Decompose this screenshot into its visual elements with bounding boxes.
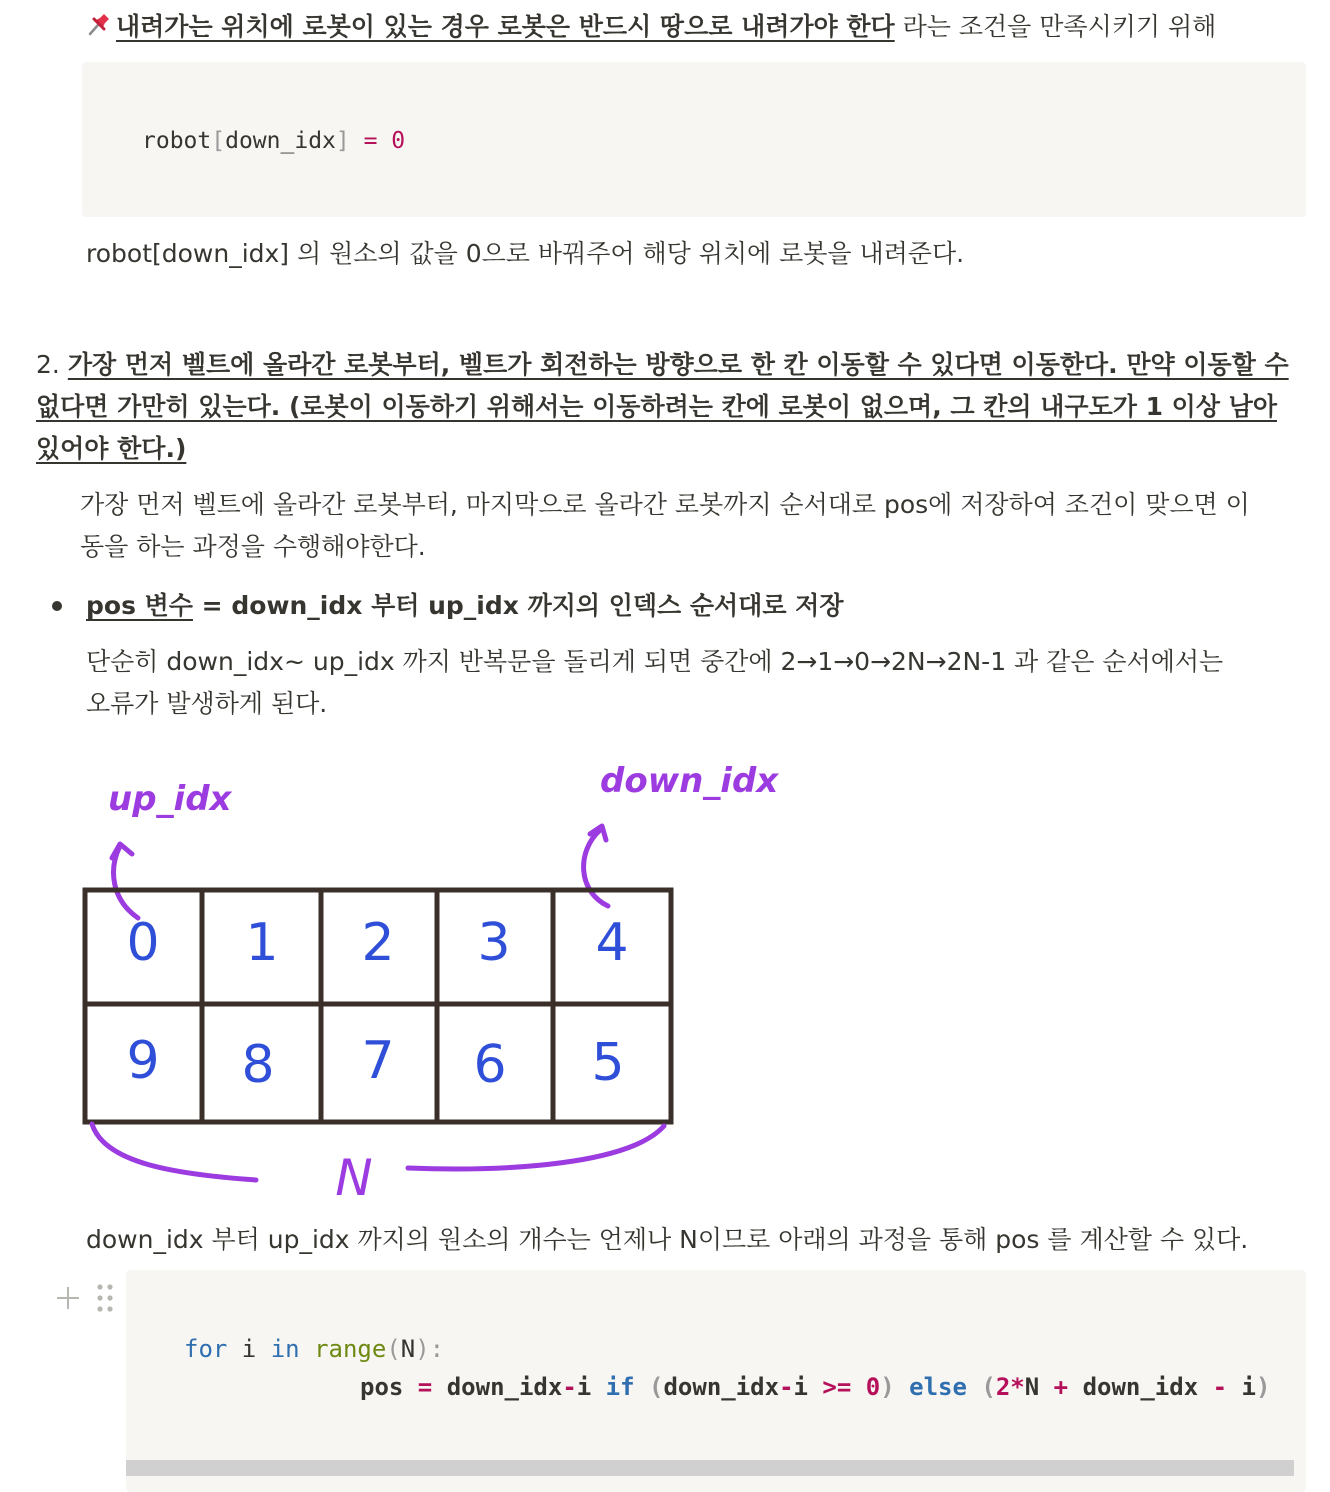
code-token: else (894, 1373, 967, 1401)
label-n: N (335, 1149, 373, 1207)
code-token: ( (966, 1373, 996, 1401)
code-line (142, 124, 405, 158)
code-token: N (400, 1335, 416, 1363)
code-token: [ (211, 128, 226, 154)
code-token: 2 (995, 1373, 1011, 1401)
condition-text: 내려가는 위치에 로봇이 있는 경우 로봇은 반드시 땅으로 내려가야 한다 (116, 12, 895, 41)
section-heading-line2: 없다면 가만히 있는다. (로봇이 이동하기 위해서는 이동하려는 칸에 로봇이 없으며, 그 칸의 내구도가 1 이상 남아 (36, 392, 1277, 421)
code-token: in (270, 1335, 300, 1363)
section-heading-line1 (36, 344, 1289, 386)
code-token: - (779, 1373, 794, 1401)
section-heading-line3: 있어야 한다.) (36, 434, 187, 463)
after-diagram-span: down_idx 부터 up_idx 까지의 원소의 개수는 언제나 N이므로 아래의 과정을 통해 pos 를 계산할 수 있다. (86, 1225, 1249, 1254)
code-token: 0 (865, 1373, 881, 1401)
code-token: N (1024, 1373, 1040, 1401)
code-token: i (576, 1373, 592, 1401)
brace-right (408, 1126, 664, 1169)
arrow-up-idx (114, 846, 138, 918)
code-token: >= (807, 1373, 866, 1401)
code-token: ( (386, 1335, 401, 1363)
heading-text: 가장 먼저 벨트에 올라간 로봇부터, 벨트가 회전하는 방향으로 한 칸 이동할 수 있다면 이동한다. 만약 이동할 수 (67, 350, 1289, 379)
after-diagram-text (86, 1219, 1248, 1261)
section-number: 2. (36, 350, 60, 379)
bullet-desc-line2: 오류가 발생하게 된다. (86, 689, 328, 718)
cell-bottom-5: 5 (591, 1033, 625, 1093)
code-token: for (184, 1335, 228, 1363)
cell-top-0: 0 (126, 913, 160, 973)
code-token: down_idx (1082, 1373, 1199, 1401)
arrow-up-idx-head (112, 844, 132, 858)
condition-suffix: 라는 조건을 만족시키기 위해 (894, 12, 1217, 41)
cell-bottom-8: 8 (241, 1035, 275, 1095)
bullet-rest: = down_idx 부터 up_idx 까지의 인덱스 순서대로 저장 (192, 591, 844, 620)
code-token: ) (880, 1373, 895, 1401)
code-token: down_idx (446, 1373, 563, 1401)
drag-handle-icon[interactable] (94, 1282, 116, 1314)
belt-diagram (60, 740, 800, 1210)
code-token: = (349, 128, 392, 154)
code-token: range (299, 1335, 387, 1363)
label-down-idx: down_idx (600, 761, 779, 801)
desc-line1: 가장 먼저 벨트에 올라간 로봇부터, 마지막으로 올라간 로봇까지 순서대로 pos에 저장하여 조건이 맞으면 이 (80, 490, 1250, 519)
cell-bottom-9: 9 (126, 1031, 160, 1091)
cell-top-1: 1 (245, 913, 279, 973)
bullet-dot (52, 601, 62, 611)
cell-bottom-7: 7 (361, 1031, 395, 1091)
pushpin-icon (86, 8, 116, 50)
code-token: - (1198, 1373, 1242, 1401)
code-token: i (793, 1373, 808, 1401)
code-token: i (1241, 1373, 1256, 1401)
explain-text: robot[down_idx] 의 원소의 값을 0으로 바꿔주어 해당 위치에 로봇을 내려준다. (86, 239, 965, 268)
cell-bottom-6: 6 (473, 1035, 507, 1095)
code-token: = (403, 1373, 447, 1401)
code-token: + (1039, 1373, 1083, 1401)
horizontal-scrollbar[interactable] (126, 1460, 1294, 1476)
plus-icon[interactable] (54, 1284, 82, 1312)
code-token: ] (335, 128, 350, 154)
code-token: - (562, 1373, 577, 1401)
code-token: * (1010, 1373, 1025, 1401)
code-token: down_idx (663, 1373, 780, 1401)
code-line-2 (360, 1370, 1270, 1404)
bullet-underlined: pos 변수 (86, 591, 193, 620)
desc-line2: 동을 하는 과정을 수행해야한다. (80, 532, 426, 561)
bullet-desc-line1: 단순히 down_idx~ up_idx 까지 반복문을 돌리게 되면 중간에 2→1→0→2N→2N-1 과 같은 순서에서는 (86, 647, 1224, 676)
code-token: if (591, 1373, 635, 1401)
code-token: down_idx (225, 128, 336, 154)
code-block-robot[interactable] (82, 62, 1306, 217)
code-token: ): (415, 1335, 445, 1363)
code-line-1 (184, 1332, 444, 1366)
code-token: pos (360, 1373, 404, 1401)
code-token: ) (1255, 1373, 1271, 1401)
brace-left (92, 1124, 256, 1180)
code-token: 0 (391, 128, 406, 154)
label-up-idx: up_idx (108, 779, 232, 819)
code-token: i (227, 1335, 271, 1363)
code-token: robot (142, 128, 212, 154)
code-block-pos[interactable] (126, 1270, 1306, 1492)
cell-top-3: 3 (477, 913, 511, 973)
condition-line (86, 6, 1216, 48)
cell-top-2: 2 (361, 913, 395, 973)
bullet-item (86, 585, 844, 627)
cell-top-4: 4 (595, 913, 629, 973)
code-token: ( (634, 1373, 664, 1401)
